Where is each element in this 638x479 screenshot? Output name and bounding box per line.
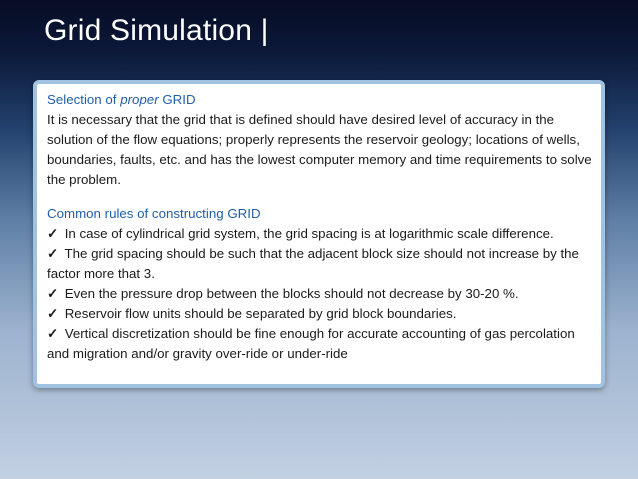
checkmark-icon: ✓	[47, 286, 59, 301]
section-heading-rules: Common rules of constructing GRID	[47, 206, 261, 221]
selection-paragraph: It is necessary that the grid that is defined should have desired level of accuracy in the solution of the flow equations; properly represents the reservoir geology; locations of wells, boundaries, faults, etc. and has the lowest computer memory and time requirements to solve the problem.	[47, 112, 592, 187]
section-heading-selection	[47, 90, 592, 110]
rule-item-2	[47, 244, 592, 284]
heading-suffix: GRID	[158, 92, 196, 107]
rule-item-5	[47, 324, 592, 364]
rule-item-4	[47, 304, 592, 324]
rule-item-1	[47, 224, 592, 244]
heading-italic: proper	[120, 92, 159, 107]
checkmark-icon: ✓	[47, 226, 59, 241]
rule-item-3	[47, 284, 592, 304]
checkmark-icon: ✓	[47, 246, 59, 261]
rule-text: In case of cylindrical grid system, the grid spacing is at logarithmic scale difference.	[64, 226, 554, 241]
heading-prefix: Selection of	[47, 92, 121, 107]
rule-text: Even the pressure drop between the blocks should not decrease by 30-20 %.	[64, 286, 519, 301]
rule-text: Vertical discretization should be fine enough for accurate accounting of gas percolation and migration and/or gravity over-ride or under-ride	[47, 326, 575, 361]
rule-text: The grid spacing should be such that the adjacent block size should not increase by the factor more that 3.	[47, 246, 579, 281]
checkmark-icon: ✓	[47, 326, 59, 341]
checkmark-icon: ✓	[47, 306, 59, 321]
rule-text: Reservoir flow units should be separated by grid block boundaries.	[64, 306, 457, 321]
content-card	[33, 80, 605, 388]
slide-title: Grid Simulation |	[44, 14, 269, 47]
